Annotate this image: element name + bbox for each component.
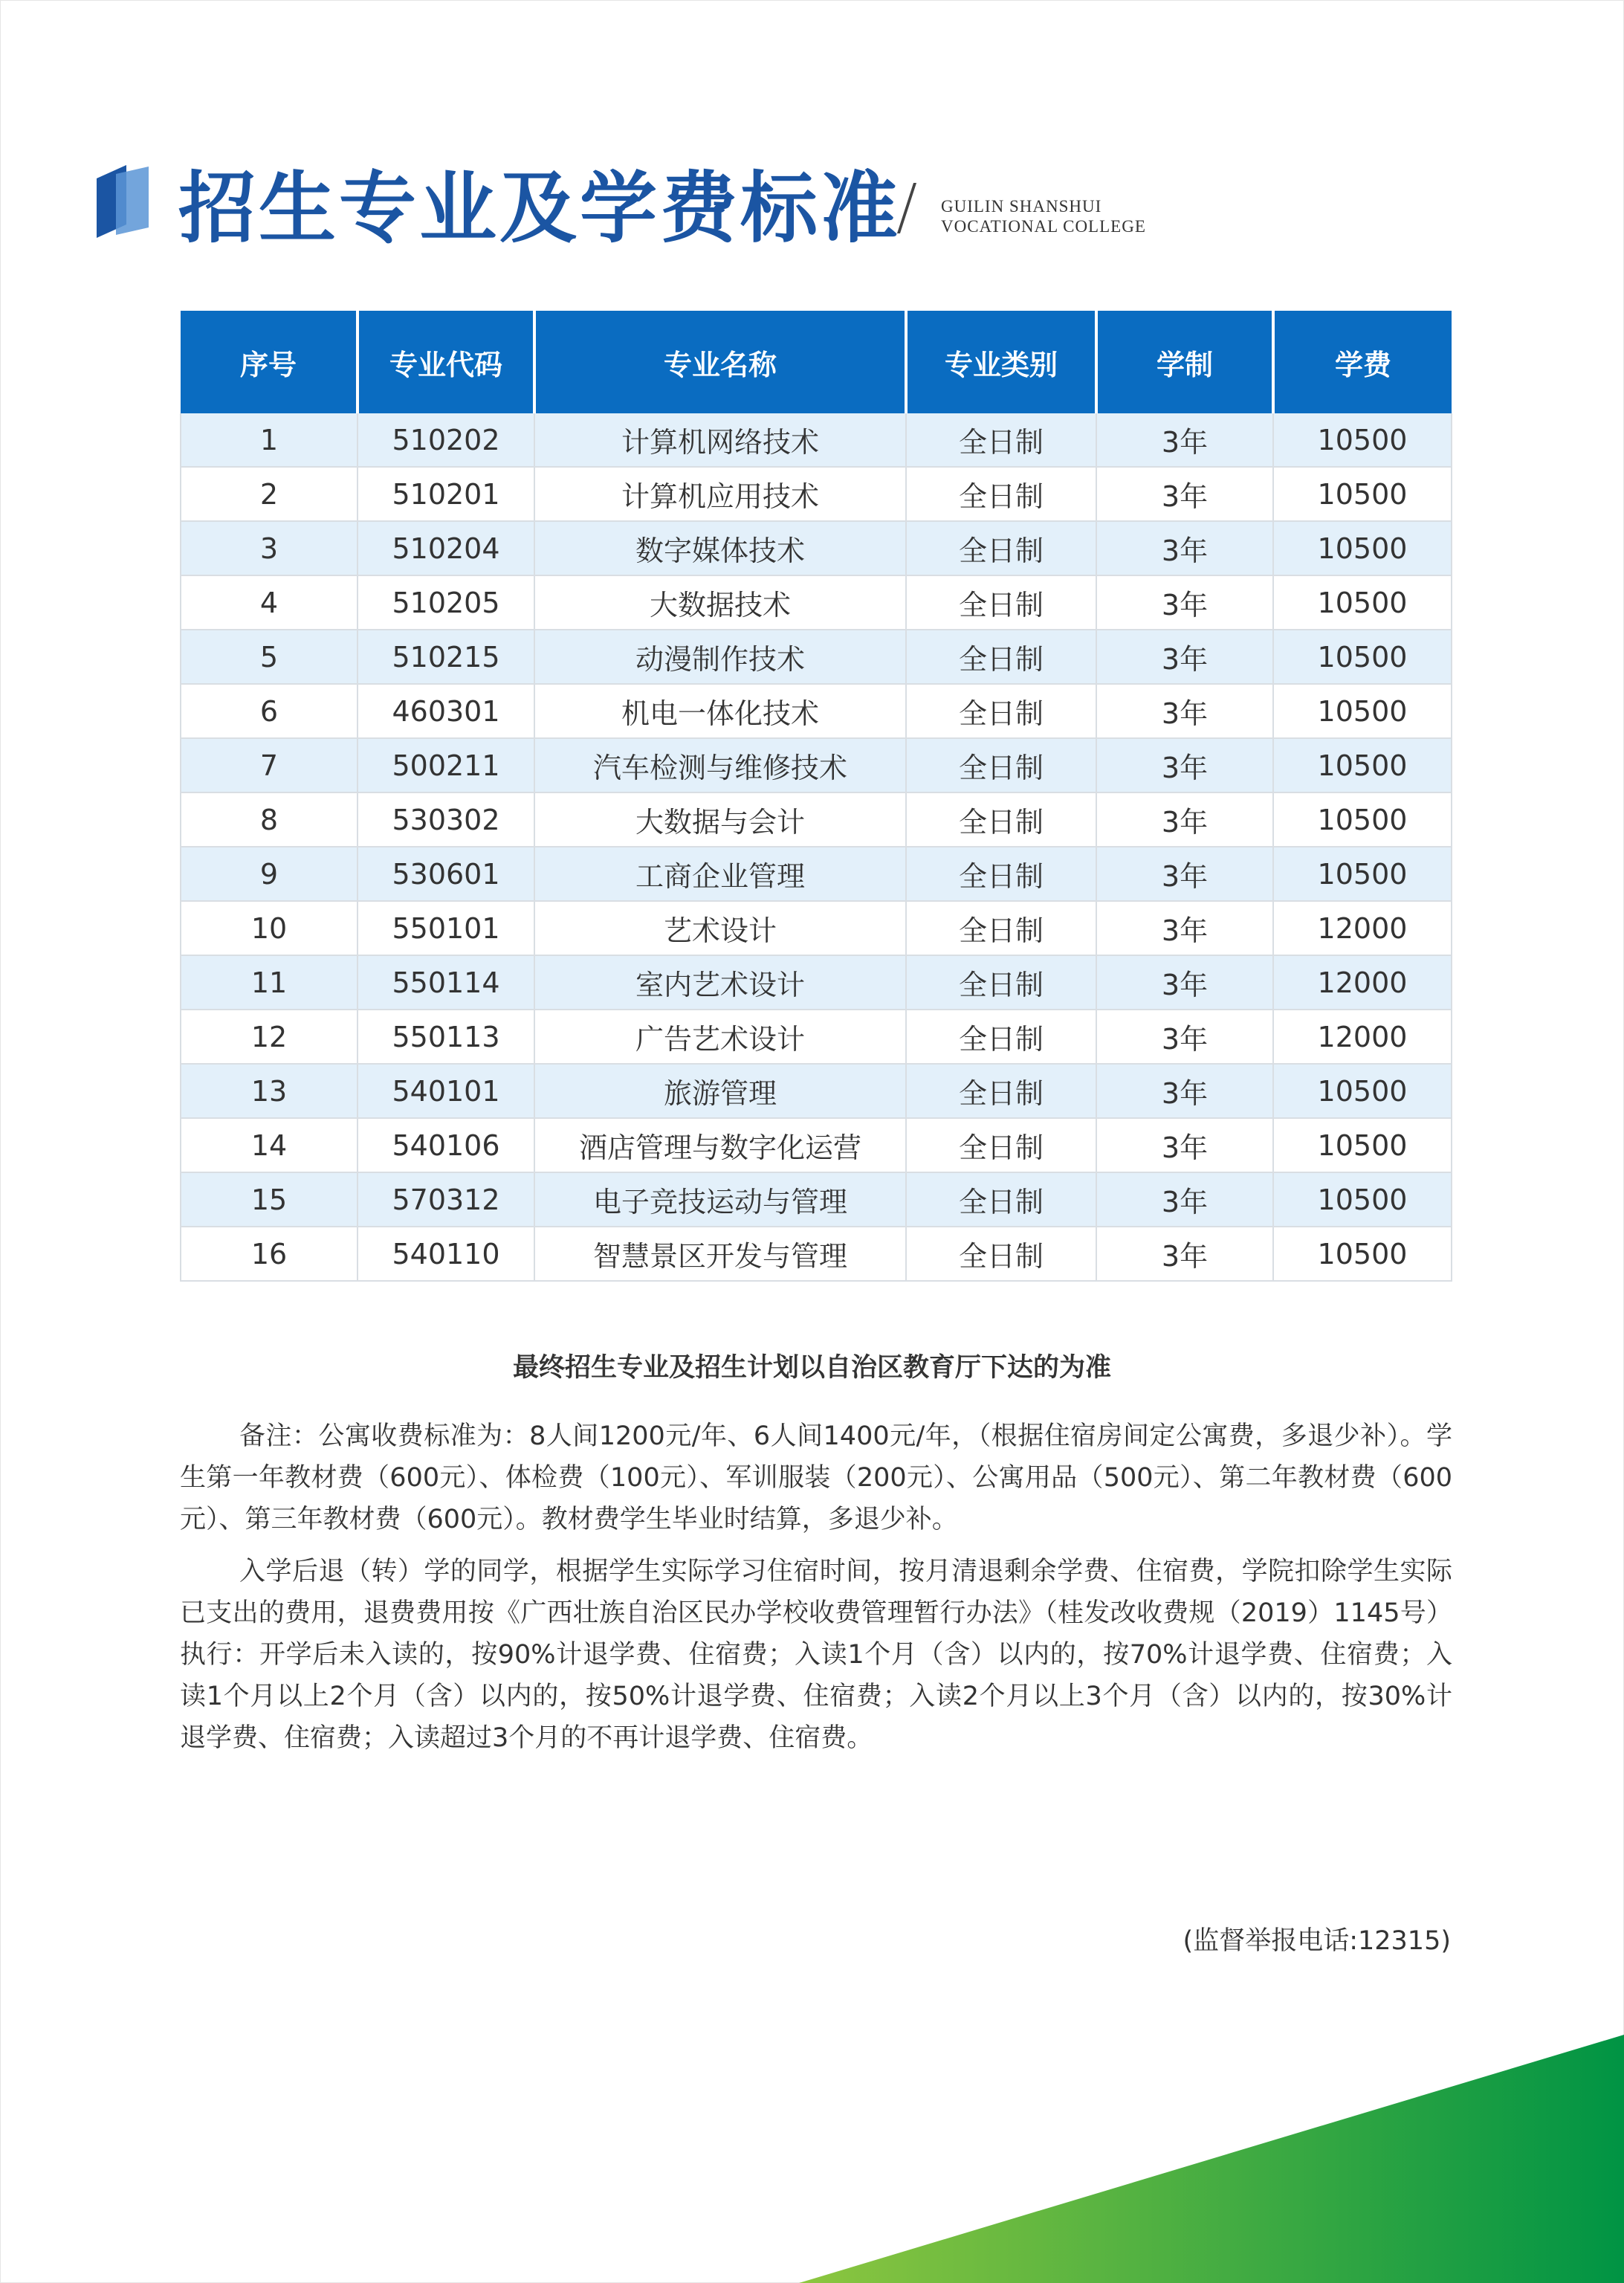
cell-category: 全日制 (906, 955, 1096, 1010)
table-row (181, 1172, 1452, 1227)
cell-major: 动漫制作技术 (534, 630, 906, 684)
cell-fee: 10500 (1273, 792, 1452, 847)
cell-code: 510204 (358, 521, 534, 575)
cell-major: 室内艺术设计 (534, 955, 906, 1010)
table-row (181, 738, 1452, 792)
cell-major: 大数据技术 (534, 575, 906, 630)
cell-duration: 3年 (1096, 413, 1273, 467)
cell-major: 艺术设计 (534, 901, 906, 955)
cell-duration: 3年 (1096, 521, 1273, 575)
table-row (181, 521, 1452, 575)
cell-major: 酒店管理与数字化运营 (534, 1118, 906, 1172)
cell-duration: 3年 (1096, 955, 1273, 1010)
cell-category: 全日制 (906, 792, 1096, 847)
table-row (181, 630, 1452, 684)
column-header-duration: 学制 (1096, 311, 1273, 413)
cell-index: 8 (181, 792, 358, 847)
cell-code: 550113 (358, 1010, 534, 1064)
table-row (181, 575, 1452, 630)
cell-category: 全日制 (906, 684, 1096, 738)
cell-major: 计算机应用技术 (534, 467, 906, 521)
cell-fee: 10500 (1273, 847, 1452, 901)
school-name-line-2: VOCATIONAL COLLEGE (941, 217, 1146, 236)
cell-code: 510205 (358, 575, 534, 630)
cell-duration: 3年 (1096, 684, 1273, 738)
table-row (181, 467, 1452, 521)
cell-fee: 10500 (1273, 1227, 1452, 1281)
cell-fee: 10500 (1273, 1172, 1452, 1227)
fee-table (180, 311, 1452, 1282)
cell-category: 全日制 (906, 575, 1096, 630)
cell-duration: 3年 (1096, 1118, 1273, 1172)
cell-fee: 10500 (1273, 413, 1452, 467)
cell-major: 数字媒体技术 (534, 521, 906, 575)
cell-code: 460301 (358, 684, 534, 738)
cell-index: 4 (181, 575, 358, 630)
cell-index: 11 (181, 955, 358, 1010)
cell-code: 540106 (358, 1118, 534, 1172)
cell-duration: 3年 (1096, 1172, 1273, 1227)
cell-code: 530302 (358, 792, 534, 847)
refund-paragraph: 入学后退（转）学的同学，根据学生实际学习住宿时间，按月清退剩余学费、住宿费，学院扣除学生实际已支出的费用，退费费用按《广西壮族自治区民办学校收费管理暂行办法》（桂发改收费规（2019）1145号）执行：开学后未入读的，按90%计退学费、住宿费；入读1个月（含）以内的，按70%计退学费、住宿费；入读1个月以上2个月（含）以内的，按50%计退学费、住宿费；入读2个月以上3个月（含）以内的，按30%计退学费、住宿费；入读超过3个月的不再计退学费、住宿费。 (180, 1557, 1452, 1753)
cell-duration: 3年 (1096, 1227, 1273, 1281)
table-row (181, 684, 1452, 738)
cell-duration: 3年 (1096, 1064, 1273, 1118)
cell-category: 全日制 (906, 1064, 1096, 1118)
table-row (181, 792, 1452, 847)
cell-fee: 10500 (1273, 738, 1452, 792)
cell-fee: 10500 (1273, 1064, 1452, 1118)
cell-fee: 10500 (1273, 1118, 1452, 1172)
cell-category: 全日制 (906, 738, 1096, 792)
cell-category: 全日制 (906, 847, 1096, 901)
cell-code: 510202 (358, 413, 534, 467)
remark-paragraph: 备注：公寓收费标准为：8人间1200元/年、6人间1400元/年，（根据住宿房间定公寓费，多退少补）。学生第一年教材费（600元）、体检费（100元）、军训服装（200元）、公寓用品（500元）、第二年教材费（600元）、第三年教材费（600元）。教材费学生毕业时结算，多退少补。 (180, 1421, 1452, 1534)
table-row (181, 413, 1452, 467)
cell-fee: 12000 (1273, 1010, 1452, 1064)
cell-category: 全日制 (906, 1118, 1096, 1172)
column-header-index: 序号 (181, 311, 358, 413)
cell-category: 全日制 (906, 1010, 1096, 1064)
cell-category: 全日制 (906, 521, 1096, 575)
cell-index: 13 (181, 1064, 358, 1118)
cell-major: 旅游管理 (534, 1064, 906, 1118)
cell-code: 530601 (358, 847, 534, 901)
final-note: 最终招生专业及招生计划以自治区教育厅下达的为准 (512, 1353, 1111, 1383)
cell-duration: 3年 (1096, 738, 1273, 792)
column-header-major: 专业名称 (534, 311, 906, 413)
cell-duration: 3年 (1096, 792, 1273, 847)
cell-index: 3 (181, 521, 358, 575)
cell-code: 510201 (358, 467, 534, 521)
supervision-hotline: (监督举报电话:12315) (1183, 1926, 1451, 1956)
cell-fee: 10500 (1273, 467, 1452, 521)
cell-major: 智慧景区开发与管理 (534, 1227, 906, 1281)
cell-fee: 10500 (1273, 630, 1452, 684)
cell-code: 570312 (358, 1172, 534, 1227)
cell-major: 电子竞技运动与管理 (534, 1172, 906, 1227)
table-row (181, 1227, 1452, 1281)
column-header-fee: 学费 (1273, 311, 1452, 413)
cell-major: 机电一体化技术 (534, 684, 906, 738)
table-row (181, 1010, 1452, 1064)
cell-duration: 3年 (1096, 847, 1273, 901)
cell-index: 12 (181, 1010, 358, 1064)
cell-index: 2 (181, 467, 358, 521)
cell-duration: 3年 (1096, 575, 1273, 630)
table-row (181, 1064, 1452, 1118)
cell-duration: 3年 (1096, 467, 1273, 521)
cell-duration: 3年 (1096, 901, 1273, 955)
cell-major: 工商企业管理 (534, 847, 906, 901)
cell-code: 550101 (358, 901, 534, 955)
page-title: 招生专业及学费标准 (178, 162, 902, 254)
cell-major: 大数据与会计 (534, 792, 906, 847)
cell-index: 1 (181, 413, 358, 467)
table-row (181, 955, 1452, 1010)
table-body (181, 413, 1452, 1281)
table-row (181, 901, 1452, 955)
cell-index: 5 (181, 630, 358, 684)
cell-duration: 3年 (1096, 630, 1273, 684)
cell-category: 全日制 (906, 901, 1096, 955)
cell-index: 10 (181, 901, 358, 955)
cell-duration: 3年 (1096, 1010, 1273, 1064)
cell-fee: 10500 (1273, 521, 1452, 575)
cell-category: 全日制 (906, 630, 1096, 684)
cell-index: 16 (181, 1227, 358, 1281)
cell-code: 500211 (358, 738, 534, 792)
cell-index: 14 (181, 1118, 358, 1172)
cell-index: 6 (181, 684, 358, 738)
cell-code: 510215 (358, 630, 534, 684)
cell-fee: 12000 (1273, 955, 1452, 1010)
cell-fee: 12000 (1273, 901, 1452, 955)
cell-fee: 10500 (1273, 684, 1452, 738)
cell-major: 广告艺术设计 (534, 1010, 906, 1064)
table-header-row (181, 311, 1452, 413)
cell-major: 汽车检测与维修技术 (534, 738, 906, 792)
cell-code: 540110 (358, 1227, 534, 1281)
cell-major: 计算机网络技术 (534, 413, 906, 467)
header-mark-icon (97, 165, 149, 238)
cell-index: 7 (181, 738, 358, 792)
cell-index: 15 (181, 1172, 358, 1227)
table-row (181, 1118, 1452, 1172)
cell-category: 全日制 (906, 413, 1096, 467)
school-name-en (941, 196, 1146, 236)
cell-category: 全日制 (906, 467, 1096, 521)
cell-code: 550114 (358, 955, 534, 1010)
cell-category: 全日制 (906, 1172, 1096, 1227)
table-row (181, 847, 1452, 901)
school-name-line-1: GUILIN SHANSHUI (941, 197, 1102, 216)
column-header-code: 专业代码 (358, 311, 534, 413)
cell-index: 9 (181, 847, 358, 901)
cell-code: 540101 (358, 1064, 534, 1118)
column-header-category: 专业类别 (906, 311, 1096, 413)
cell-fee: 10500 (1273, 575, 1452, 630)
cell-category: 全日制 (906, 1227, 1096, 1281)
